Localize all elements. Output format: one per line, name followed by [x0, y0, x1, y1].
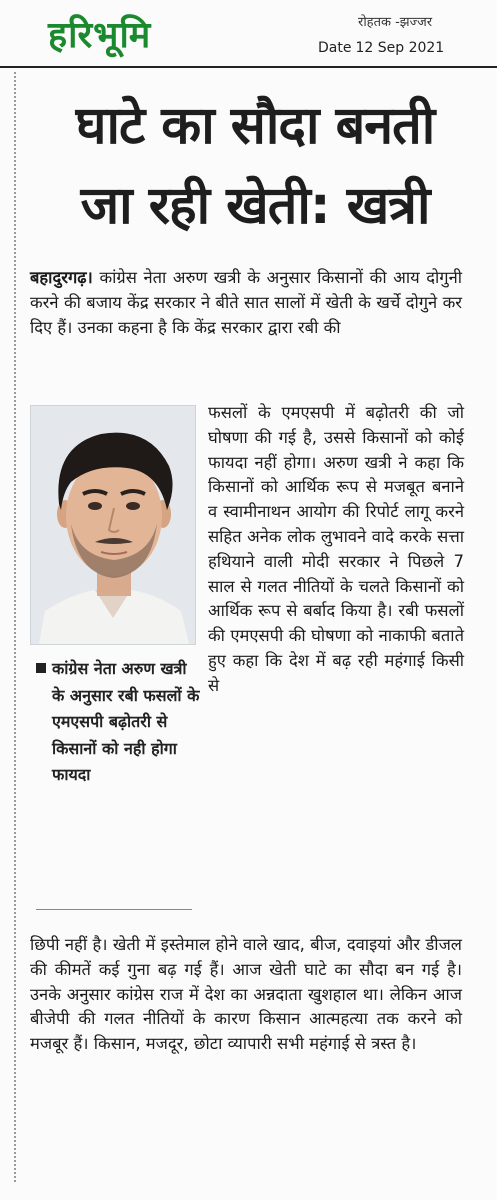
- date-label: Date: [318, 40, 352, 56]
- article-para-top: [30, 266, 462, 340]
- article-photo: [30, 405, 196, 645]
- article-para-top-text: कांग्रेस नेता अरुण खत्री के अनुसार किसानों की आय दोगुनी करने की बजाय केंद्र सरकार ने बीते सात सालों में खेती के खर्चे दोगुने कर दिए हैं। उनका कहना है कि केंद्र सरकार द्वारा रबी की: [30, 268, 463, 337]
- article-para-right: फसलों के एमएसपी में बढ़ोतरी की जो घोषणा की गई है, उससे किसानों को कोई फायदा नहीं होगा। अरुण खत्री ने कहा कि किसानों को आर्थिक रूप से मजबूत बनाने व स्वामीनाथन आयोग की रिपोर्ट लागू करने सहित अनेक लोक लुभावने वादे करके सत्ता हथियाने वाली मोदी सरकार ने पिछले 7 साल से गलत नीतियों के चलते किसानों को आर्थिक रूप से बर्बाद किया है। रबी फसलों की एमएसपी की घोषणा को नाकाफी बताते हुए कहा कि देश में बढ़ रही महंगाई किसी से: [208, 403, 464, 695]
- margin-dotted-line: [14, 72, 16, 1182]
- headline: [30, 86, 480, 246]
- header-rule: [0, 66, 497, 68]
- edition-label: रोहतक -झज्जर: [358, 15, 433, 30]
- article-para-bottom: छिपी नहीं है। खेती में इस्तेमाल होने वाले खाद, बीज, दवाइयां और डीजल की कीमतें कई गुना बढ़ गई हैं। आज खेती घाटे का सौदा बन गई है। उनके अनुसार कांग्रेस राज में देश का अन्नदाता खुशहाल था। लेकिन आज बीजेपी की गलत नीतियों के कारण किसान आत्महत्या तक करने को मजबूर हैं। किसान, मजदूर, छोटा व्यापारी सभी महंगाई से त्रस्त है।: [30, 935, 462, 1054]
- caption-divider: [36, 909, 192, 910]
- date-line: [318, 38, 444, 58]
- photo-caption: कांग्रेस नेता अरुण खत्री के अनुसार रबी फसलों के एमएसपी बढ़ोतरी से किसानों को नही होगा फायदा: [52, 659, 200, 784]
- dateline: बहादुरगढ़।: [30, 268, 93, 287]
- headline-line-1: घाटे का सौदा बनती: [75, 96, 435, 156]
- headline-line-2: जा रही खेती: खत्री: [80, 176, 430, 236]
- newspaper-logo: हरिभूमि: [48, 15, 152, 56]
- caption-bullet-icon: [36, 663, 46, 673]
- date-value: 12 Sep 2021: [355, 40, 445, 56]
- portrait-illustration: [31, 406, 195, 644]
